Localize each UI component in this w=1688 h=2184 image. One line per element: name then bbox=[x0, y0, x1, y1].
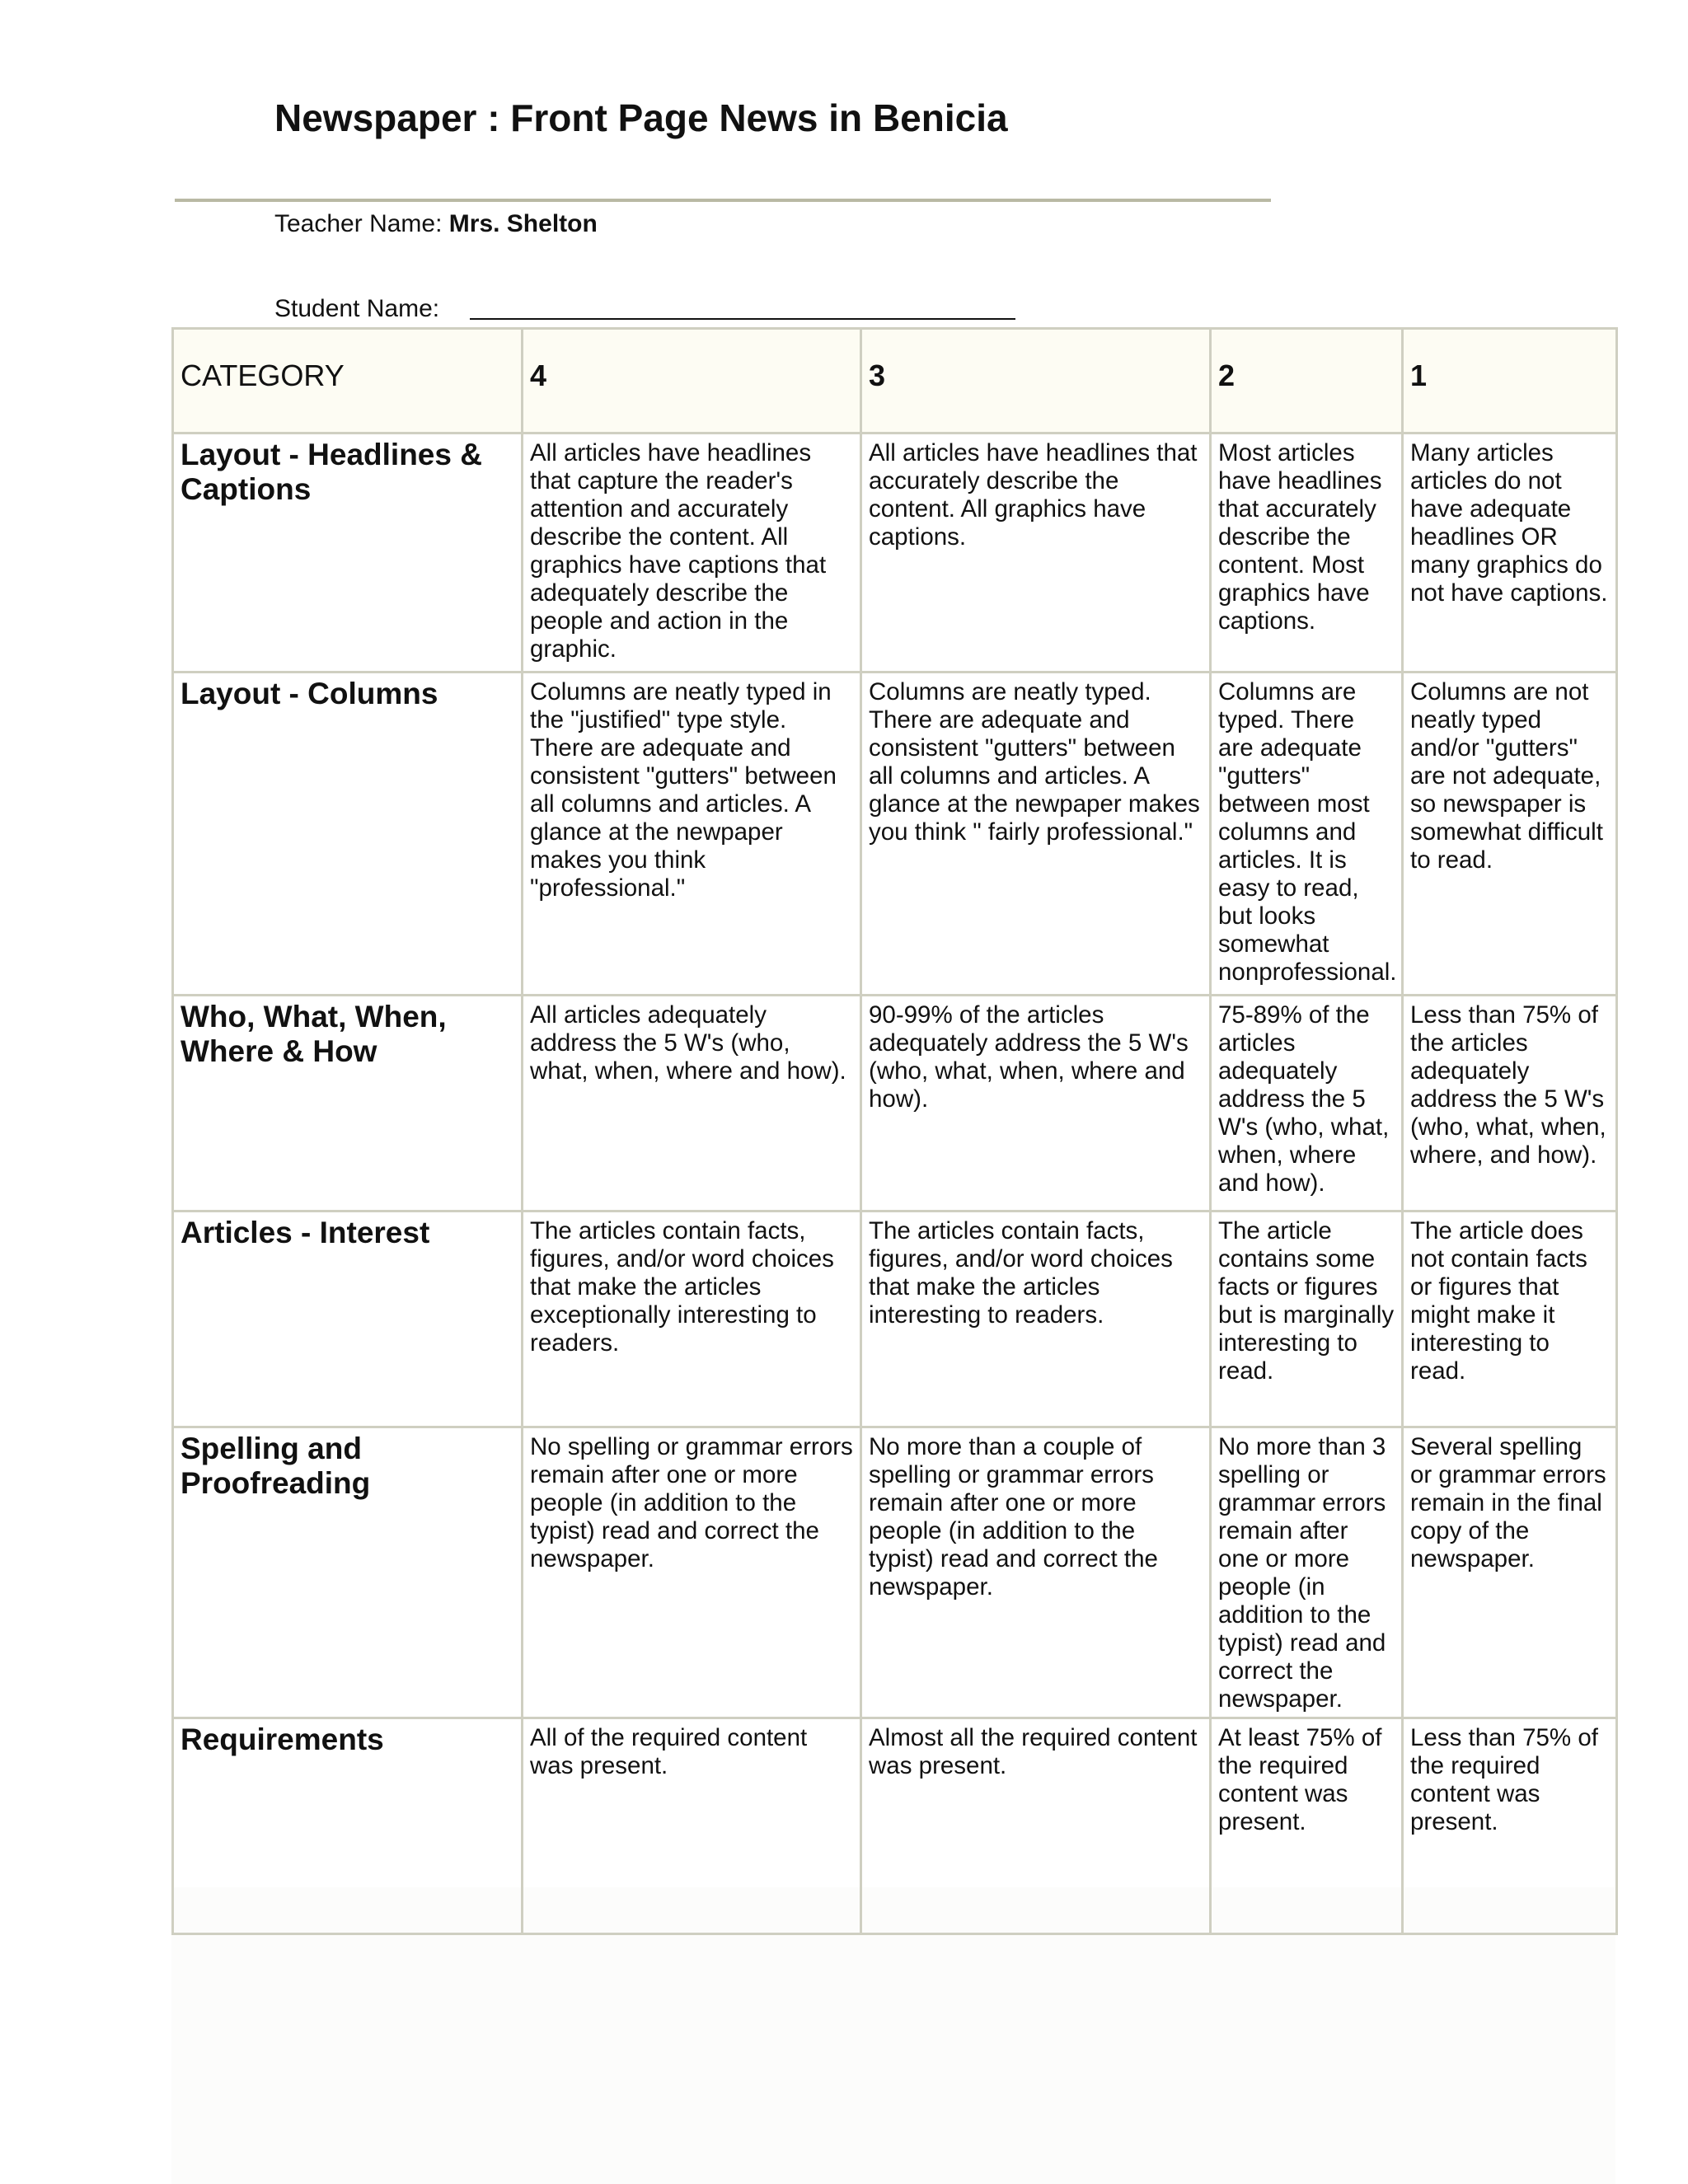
cell-score-2: Columns are typed. There are adequate "gutters" between most columns and articles. It is easy to read, but looks somewhat nonprofessional. bbox=[1211, 673, 1403, 996]
header-row bbox=[173, 329, 1617, 434]
row-category: Who, What, When, Where & How bbox=[173, 996, 523, 1212]
header-score-1: 1 bbox=[1403, 329, 1617, 434]
header-score-3: 3 bbox=[861, 329, 1211, 434]
header-category: CATEGORY bbox=[173, 329, 523, 434]
cell-score-4: Columns are neatly typed in the "justified" type style. There are adequate and consistent "gutters" between all columns and articles. A glance at the newpaper makes you think "professional." bbox=[523, 673, 861, 996]
row-category: Articles - Interest bbox=[173, 1212, 523, 1427]
cell-score-3: The articles contain facts, figures, and/or word choices that make the articles interesting to readers. bbox=[861, 1212, 1211, 1427]
cell-score-2: At least 75% of the required content was present. bbox=[1211, 1718, 1403, 1934]
cell-score-2: Most articles have headlines that accurately describe the content. Most graphics have captions. bbox=[1211, 434, 1403, 673]
row-category: Layout - Columns bbox=[173, 673, 523, 996]
cell-score-1: Less than 75% of the articles adequately address the 5 W's (who, what, when, where, and how). bbox=[1403, 996, 1617, 1212]
page-title: Newspaper : Front Page News in Benicia bbox=[274, 96, 1008, 139]
student-name-label: Student Name: bbox=[274, 295, 440, 322]
table-row bbox=[173, 996, 1617, 1212]
cell-score-3: Columns are neatly typed. There are adequate and consistent "gutters" between all columns and articles. A glance at the newpaper makes you think " fairly professional." bbox=[861, 673, 1211, 996]
cell-score-2: No more than 3 spelling or grammar errors remain after one or more people (in addition to the typist) read and correct the newspaper. bbox=[1211, 1427, 1403, 1718]
table-row bbox=[173, 1212, 1617, 1427]
cell-score-4: All articles have headlines that capture the reader's attention and accurately describe the content. All graphics have captions that adequately describe the people and action in the graphic. bbox=[523, 434, 861, 673]
header-score-4: 4 bbox=[523, 329, 861, 434]
cell-score-4: All of the required content was present. bbox=[523, 1718, 861, 1934]
table-row bbox=[173, 434, 1617, 673]
cell-score-1: Less than 75% of the required content was present. bbox=[1403, 1718, 1617, 1934]
cell-score-4: The articles contain facts, figures, and/or word choices that make the articles exceptionally interesting to readers. bbox=[523, 1212, 861, 1427]
row-category: Layout - Headlines & Captions bbox=[173, 434, 523, 673]
rubric-table bbox=[171, 327, 1618, 1935]
row-category: Spelling and Proofreading bbox=[173, 1427, 523, 1718]
cell-score-1: The article does not contain facts or figures that might make it interesting to read. bbox=[1403, 1212, 1617, 1427]
table-row bbox=[173, 1718, 1617, 1934]
cell-score-3: Almost all the required content was present. bbox=[861, 1718, 1211, 1934]
header-score-2: 2 bbox=[1211, 329, 1403, 434]
student-name-blank-line bbox=[470, 318, 1015, 320]
cell-score-3: No more than a couple of spelling or grammar errors remain after one or more people (in addition to the typist) read and correct the newspaper. bbox=[861, 1427, 1211, 1718]
cell-score-4: No spelling or grammar errors remain after one or more people (in addition to the typist) read and correct the newspaper. bbox=[523, 1427, 861, 1718]
teacher-name-field bbox=[274, 210, 598, 238]
row-category: Requirements bbox=[173, 1718, 523, 1934]
table-row bbox=[173, 1427, 1617, 1718]
table-row bbox=[173, 673, 1617, 996]
cell-score-1: Several spelling or grammar errors remain in the final copy of the newspaper. bbox=[1403, 1427, 1617, 1718]
header-divider bbox=[175, 199, 1271, 202]
cell-score-1: Columns are not neatly typed and/or "gutters" are not adequate, so newspaper is somewhat difficult to read. bbox=[1403, 673, 1617, 996]
cell-score-2: The article contains some facts or figures but is marginally interesting to read. bbox=[1211, 1212, 1403, 1427]
cell-score-2: 75-89% of the articles adequately address the 5 W's (who, what, when, where and how). bbox=[1211, 996, 1403, 1212]
teacher-name-value: Mrs. Shelton bbox=[448, 210, 598, 237]
cell-score-3: All articles have headlines that accurately describe the content. All graphics have captions. bbox=[861, 434, 1211, 673]
cell-score-4: All articles adequately address the 5 W's (who, what, when, where and how). bbox=[523, 996, 861, 1212]
cell-score-1: Many articles articles do not have adequate headlines OR many graphics do not have captions. bbox=[1403, 434, 1617, 673]
teacher-name-label: Teacher Name: bbox=[274, 210, 443, 237]
cell-score-3: 90-99% of the articles adequately address the 5 W's (who, what, when, where and how). bbox=[861, 996, 1211, 1212]
